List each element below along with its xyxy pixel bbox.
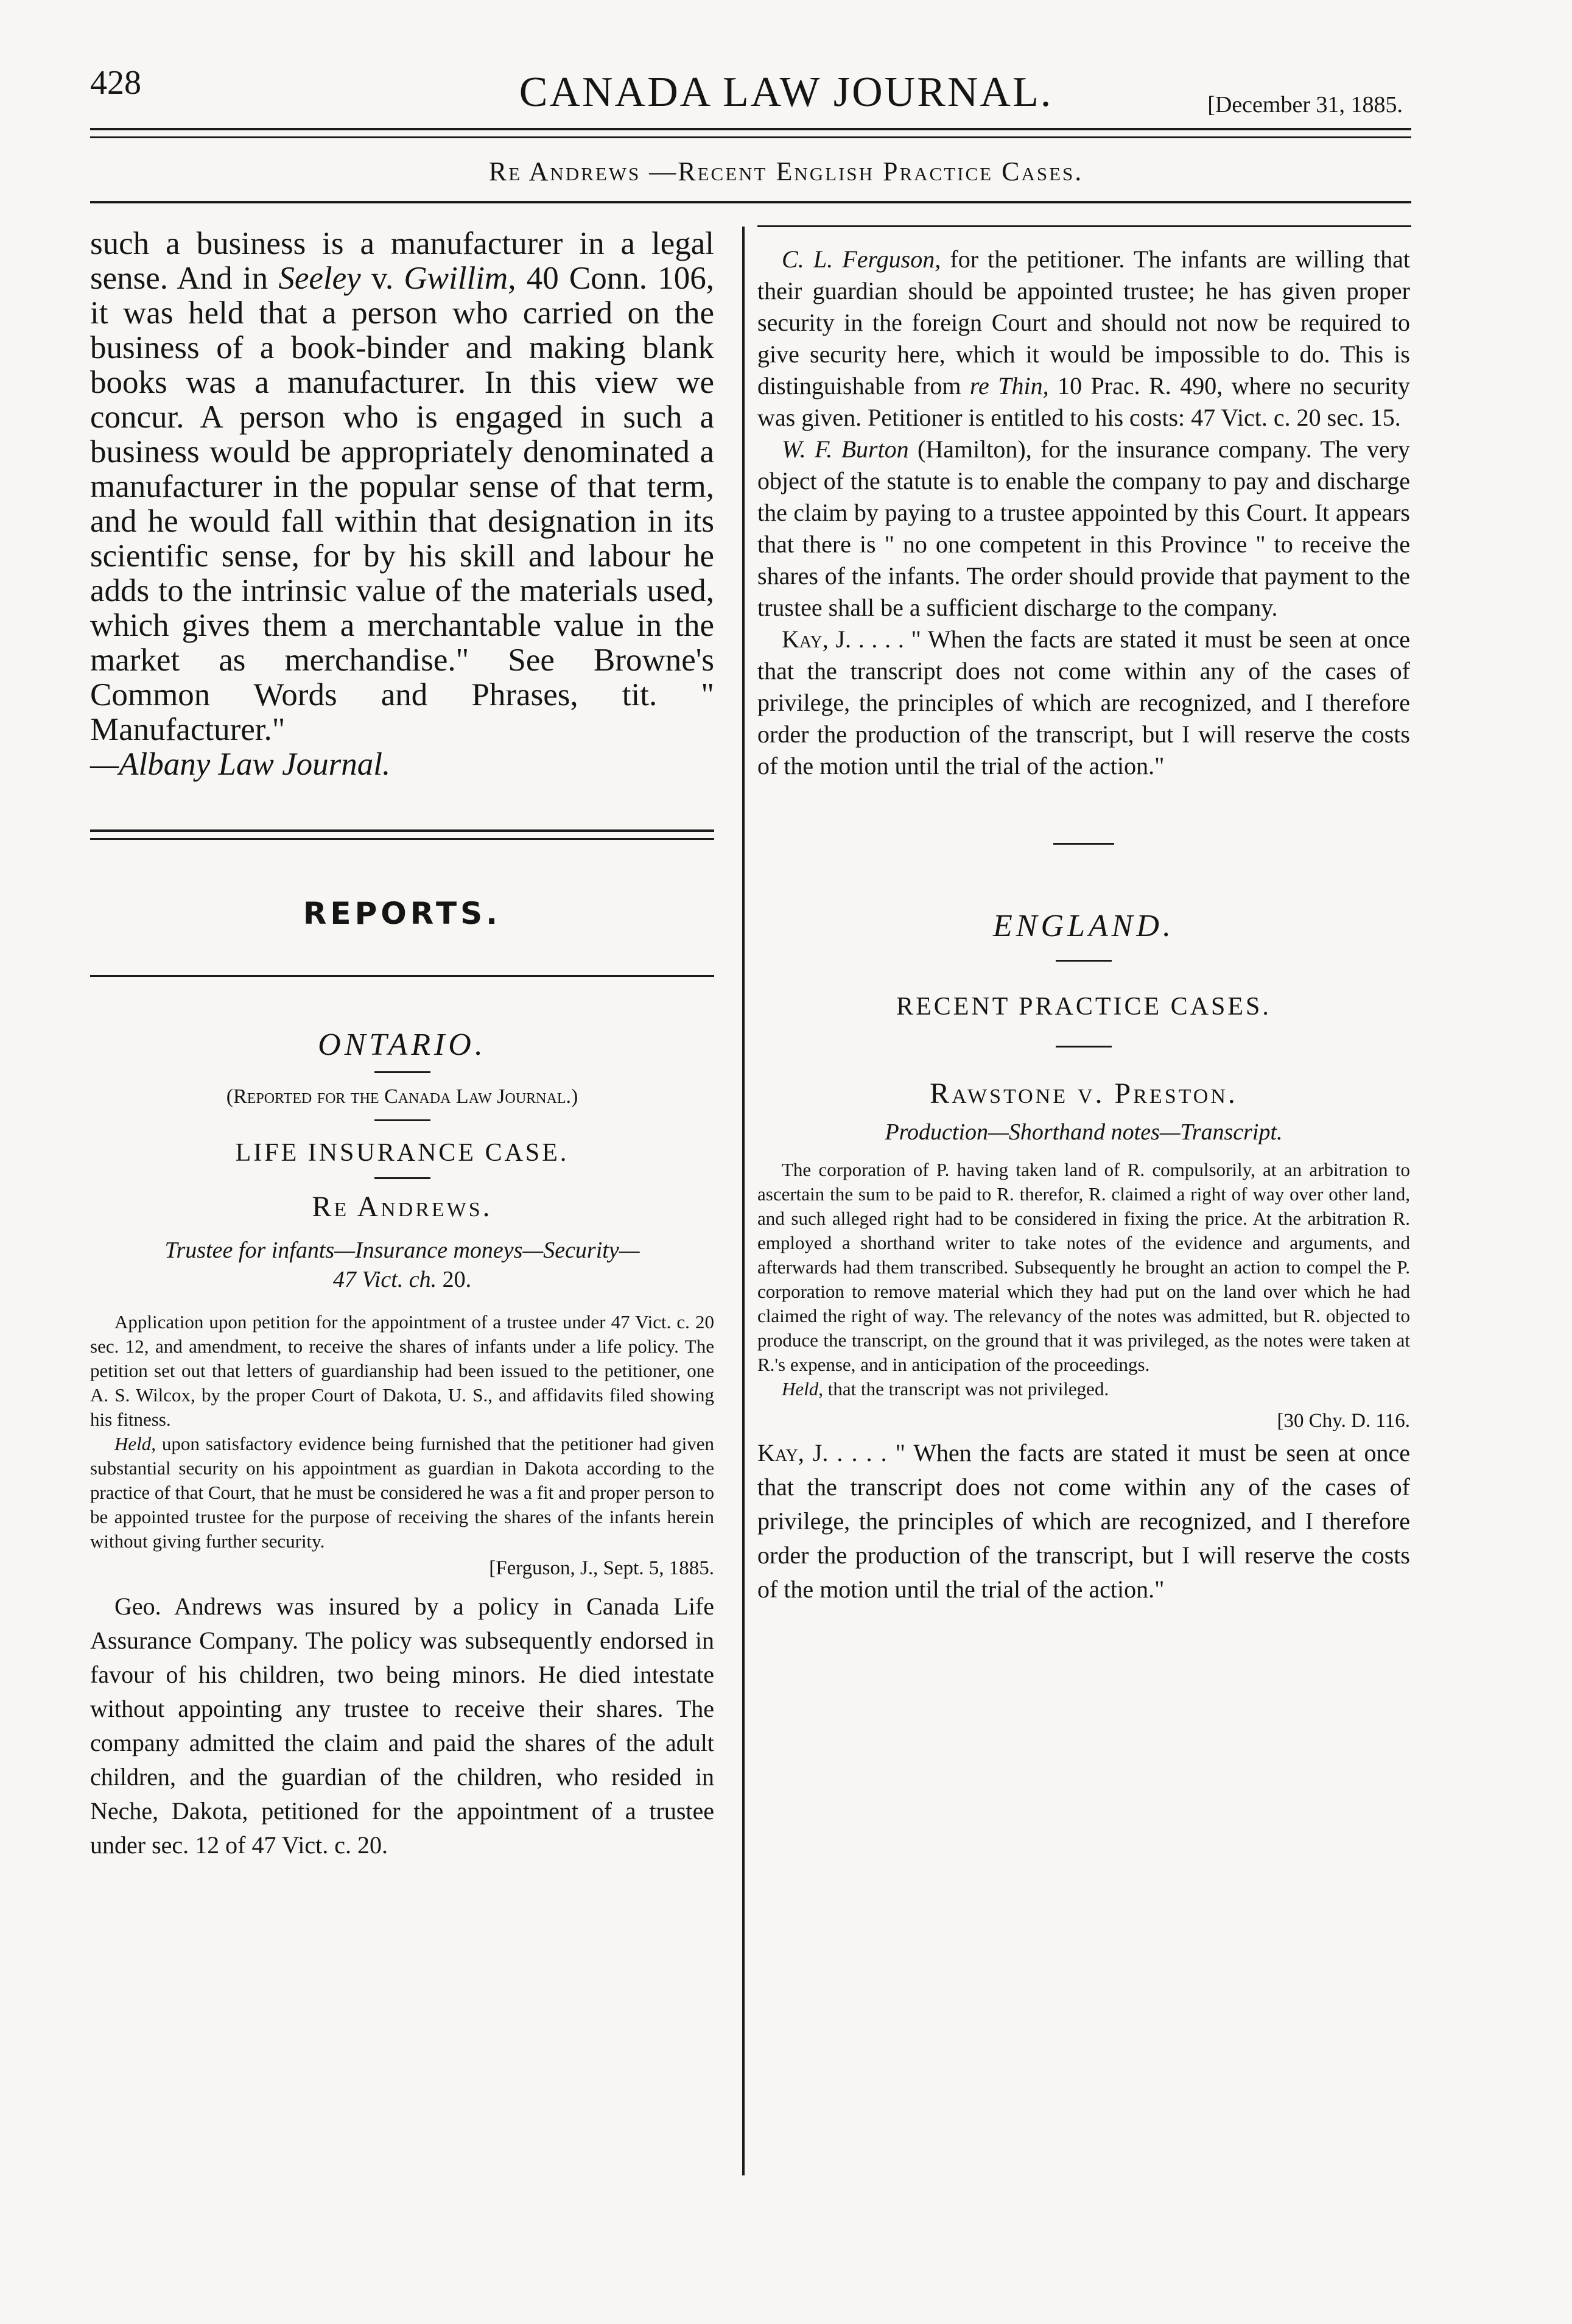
- citation: [30 Chy. D. 116.: [1277, 1410, 1410, 1432]
- running-head-rule: [90, 201, 1411, 203]
- article-continuation: such a business is a manufacturer in a legal sense. And in Seeley v. Gwillim, 40 Conn. 106, it was held that a person who carried on the business of a book-binder and making blank books was a manufacturer. In this view we concur. A person who is engaged in such a business would be appropriately denominated a manufacturer in the popular sense of that term, and he would fall within that designation in its scientific sense, for by his skill and labour he adds to the intrinsic value of the materials used, which gives them a merchantable value in the market as merchandise." See Browne's Common Words and Phrases, tit. " Manufacturer." —Albany Law Journal.: [90, 226, 714, 782]
- catchwords: Trustee for infants—Insurance moneys—Security— 47 Vict. ch. 20.: [164, 1238, 640, 1292]
- catchwords: Production—Shorthand notes—Transcript.: [885, 1119, 1283, 1145]
- held: Held, upon satisfactory evidence being furnished that the petitioner had given substantial security on his appointment as guardian in Dakota according to the practice of that Court, that he must be considered he was a fit and proper person to be appointed trustee for the purpose of receiving the shares of the infants herein without giving further security.: [90, 1433, 714, 1552]
- citation: [Ferguson, J., Sept. 5, 1885.: [489, 1557, 714, 1579]
- header-rule-bottom: [90, 136, 1411, 138]
- case-name: Rawstone v. Preston.: [930, 1077, 1238, 1110]
- right-column-top-rule: [757, 225, 1411, 227]
- running-head: Re Andrews —Recent English Practice Cases.: [488, 157, 1084, 186]
- counsel-insurance-company: W. F. Burton (Hamilton), for the insurance company. The very object of the statute is to enable the company to pay and discharge the claim by paying to a trustee appointed by this Court. It appears that there is " no one competent in this Province " to receive the shares of the infants. The order should provide that payment to the trustee shall be a sufficient discharge to the company.: [757, 435, 1410, 621]
- held: Held, that the transcript was not privileged.: [782, 1378, 1109, 1400]
- jurisdiction-ontario: ONTARIO.: [318, 1027, 486, 1062]
- page-number: 428: [90, 64, 141, 102]
- issue-date: [December 31, 1885.: [1207, 92, 1403, 118]
- headnote: Application upon petition for the appointment of a trustee under 47 Vict. c. 20 sec. 12, and amendment, to receive the shares of infants under a life policy. The petition set out that letters of guardianship had been issued to the petitioner, one A. S. Wilcox, by the proper Court of Dakota, U. S., and affidavits filed showing his fitness.: [90, 1311, 714, 1430]
- judgment-ontario: Kay, J. . . . . " When the facts are stated it must be seen at once that the transcript does not come within any of the cases of privilege, the principles of which are recognized, and I therefore order the production of the transcript, but I will reserve the costs of the motion until the trial of the action.": [757, 625, 1411, 780]
- case-type: RECENT PRACTICE CASES.: [896, 993, 1271, 1021]
- case-name: Re Andrews.: [312, 1191, 493, 1223]
- reported-note: (Reported for the Canada Law Journal.): [226, 1085, 578, 1108]
- facts: Geo. Andrews was insured by a policy in Canada Life Assurance Company. The policy was subsequently endorsed in favour of his children, two being minors. He died intestate without appointing any trustee to receive their shares. The company admitted the claim and paid the shares of the adult children, and the guardian of the children, who resided in Neche, Dakota, petitioned for the appointment of a trustee under sec. 12 of 47 Vict. c. 20.: [90, 1593, 714, 1859]
- judgment-england: Kay, J. . . . . " When the facts are stated it must be seen at once that the transcript does not come within any of the cases of privilege, the principles of which are recognized, and I therefore order the production of the transcript, but I will reserve the costs of the motion until the trial of the action.": [757, 1439, 1410, 1603]
- header-rule-top: [90, 128, 1411, 130]
- left-column: [90, 227, 714, 1862]
- case-type: LIFE INSURANCE CASE.: [235, 1139, 569, 1167]
- right-column: [757, 244, 1410, 1607]
- jurisdiction-england: ENGLAND.: [993, 909, 1174, 943]
- journal-title: CANADA LAW JOURNAL.: [519, 69, 1053, 116]
- source-credit: —Albany Law Journal.: [90, 747, 391, 782]
- section-heading-reports: REPORTS.: [303, 896, 502, 931]
- headnote: The corporation of P. having taken land of R. compulsorily, at an arbitration to ascertain the sum to be paid to R. therefor, R. claimed a right of way over other land, and such alleged right had to be considered in fixing the price. At the arbitration R. employed a shorthand writer to take notes of the evidence and arguments, and afterwards had them transcribed. Subsequently he brought an action to compel the P. corporation to remove material which they had put on the land over which he had claimed the right of way. The relevancy of the notes was admitted, but R. objected to produce the transcript, on the ground that it was privileged, as the notes were taken at R.'s expense, and in anticipation of the proceedings.: [757, 1159, 1410, 1375]
- counsel-petitioner: C. L. Ferguson, for the petitioner. The infants are willing that their guardian should be appointed trustee; he has given proper security in the foreign Court and should not now be required to give security here, which it would be impossible to do. This is distinguishable from re Thin, 10 Prac. R. 490, where no security was given. Petitioner is entitled to his costs: 47 Vict. c. 20 sec. 15.: [757, 245, 1411, 431]
- column-divider: [742, 227, 745, 2175]
